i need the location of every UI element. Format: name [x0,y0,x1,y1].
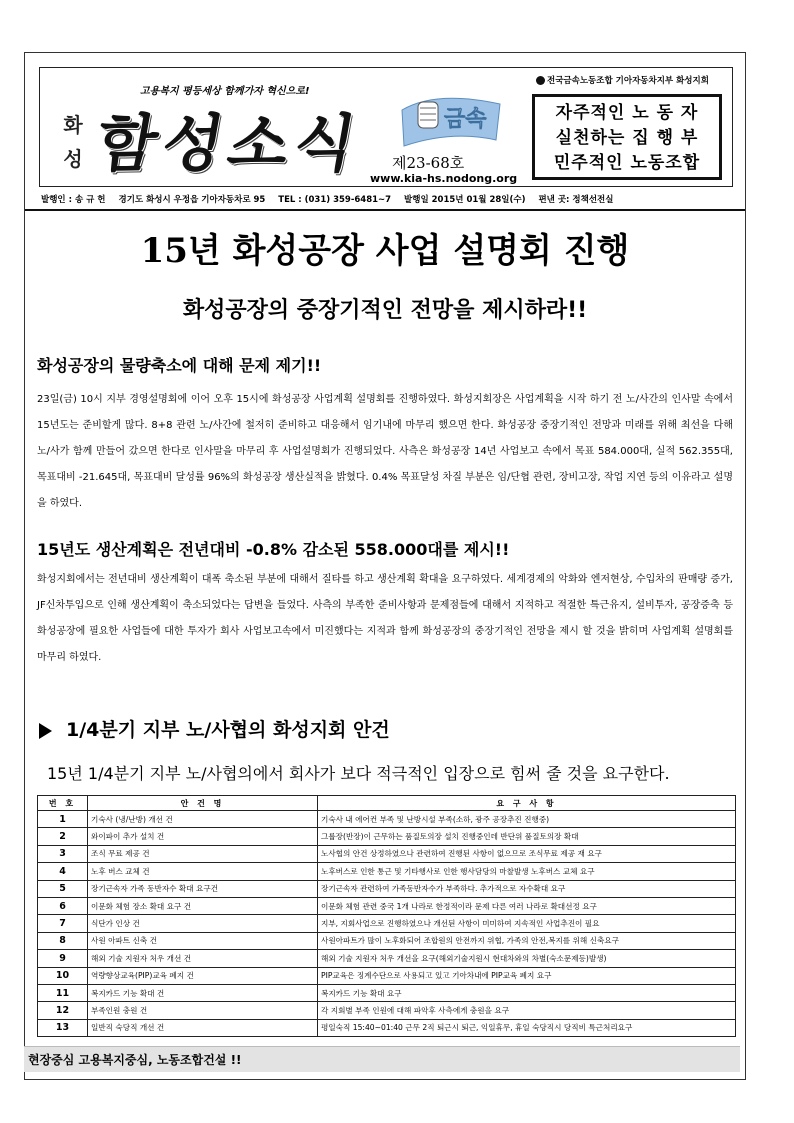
row-item: 이문화 체험 장소 확대 요구 건 [88,897,318,914]
editor: 편낸 곳: 정책선전실 [538,195,614,205]
publish-date: 발행일 2015년 01월 28일(수) [404,195,526,205]
row-number: 3 [38,845,88,862]
section-body-volume: 23일(금) 10시 지부 경영설명회에 이어 오후 15시에 화성공장 사업계획 설명회를 진행하였다. 화성지회장은 사업계획을 시작 하기 전 노/사간의 인사말 속에서 15년도는 준비할게 많다. 8+8 관련 노/사간에 철저히 준비하고 대응해서 임기내에 마무리 했으면 한다. 화성공장 중장기적인 전망과 미래를 위해 최선을 다해 노/사가 함께 만들어 갔으면 한다로 인사말을 마무리 후 사업설명회가 진행되었다. 사측은 화성공장 14년 사업보고 속에서 목표 584.000대, 실적 562.355대, 목표대비 -21.645대, 목표대비 달성률 96%의 화성공장 생산실적을 밝혔다. 0.4% 목표달성 차질 부분은 임/단협 관련, 장비고장, 작업 지연 등의 이유라고 설명을 하였다. [37,394,733,509]
header-no: 번 호 [38,796,88,811]
union-fist-emblem-icon [396,88,506,148]
table-row [38,950,736,967]
row-number: 11 [38,984,88,1001]
emblem-text: 금속 [444,107,487,132]
table-row [38,863,736,880]
side-name-char: 성 [63,147,83,171]
section-title-plan: 15년도 생산계획은 전년대비 -0.8% 감소된 558.000대를 제시!! [37,540,510,559]
row-number: 1 [38,811,88,828]
agenda-lead: 15년 1/4분기 지부 노/사협의에서 회사가 보다 적극적인 입장으로 힘써 줄 것을 요구한다. [47,764,670,783]
table-header-row [38,796,736,811]
row-request: 복지카드 기능 확대 요구 [318,984,736,1001]
row-item: 부족인원 충원 건 [88,1002,318,1019]
triangle-bullet-icon [39,723,52,739]
row-request: PIP교육은 징계수단으로 사용되고 있고 기아차내에 PIP교육 폐지 요구 [318,967,736,984]
row-request: 이문화 체험 관련 중국 1개 나라로 한정적이라 문제 다른 여러 나라로 확대선정 요구 [318,897,736,914]
row-request: 지부, 지회사업으로 진행하였으나 개선된 사항이 미미하여 지속적인 사업추진이 필요 [318,915,736,932]
row-request: 그룹장(반장)이 근무하는 품질토의장 설치 진행중인데 반단위 품질토의장 확대 [318,828,736,845]
newsletter-title: 함성소식 [90,107,368,180]
side-name [58,108,88,176]
table-row [38,828,736,845]
slogan: 고용복지 평등세상 함께가자 혁신으로! [140,86,310,97]
newsletter-page [24,52,746,1080]
section-body-plan: 화성지회에서는 전년대비 생산계획이 대폭 축소된 부분에 대해서 질타를 하고 생산계획 확대을 요구하였다. 세계경제의 악화와 엔저현상, 수입차의 판매량 증가, JF신차투입으로 인해 생산계획이 축소되었다는 답변을 들었다. 사측의 부족한 준비사항과 문제점들에 대해서 지적하고 적절한 특근유지, 설비투자, 공장증축 등 화성공장에 필요한 사업들에 대한 투자가 회사 사업보고속에서 미진했다는 지적과 함께 화성공장의 중장기적인 전망을 제시 할 것을 밝히며 사업계획 설명회를 마무리 하였다. [37,574,733,663]
row-number: 2 [38,828,88,845]
row-item: 일반직 숙당직 개선 건 [88,1019,318,1036]
motto-line: 실천하는 집 행 부 [555,128,699,148]
section-title-volume: 화성공장의 물량축소에 대해 문제 제기!! [37,356,322,375]
table-row [38,1002,736,1019]
address: 경기도 화성시 우정읍 기아자동차로 95 [118,195,266,205]
row-number: 4 [38,863,88,880]
row-item: 해외 기술 지원자 처우 개선 건 [88,950,318,967]
header-rule [25,209,745,211]
table-row [38,811,736,828]
row-number: 13 [38,1019,88,1036]
union-name-text: 전국금속노동조합 기아자동차지부 화성지회 [547,76,709,86]
subheadline: 화성공장의 중장기적인 전망을 제시하라!! [182,298,588,323]
motto-box [532,94,722,180]
table-row [38,984,736,1001]
union-logo-icon [536,76,545,85]
row-item: 노후 버스 교체 건 [88,863,318,880]
info-bar [41,193,731,205]
masthead [39,67,733,187]
row-item: 와이파이 추가 설치 건 [88,828,318,845]
table-row [38,1019,736,1036]
row-request: 기숙사 내 에어컨 부족 및 난방시설 부족(소하, 광주 공장추진 진행중) [318,811,736,828]
agenda-title-text: 1/4분기 지부 노/사협의 화성지회 안건 [66,719,390,741]
header-request: 요 구 사 항 [318,796,736,811]
agenda-title [39,715,390,742]
agenda-table [37,795,736,1037]
agenda-table-body [38,811,736,1037]
row-request: 노후버스로 인한 통근 및 기타행사로 인한 행사담당의 마찰발생 노후버스 교체 요구 [318,863,736,880]
row-number: 9 [38,950,88,967]
table-row [38,845,736,862]
row-number: 10 [38,967,88,984]
row-item: 사원 아파트 신축 건 [88,932,318,949]
row-request: 평일숙직 15:40~01:40 근무 2직 퇴근시 퇴근, 익일휴무, 휴일 숙당직시 당직비 특근처리요구 [318,1019,736,1036]
union-name [536,74,709,86]
motto-line: 자주적인 노 동 자 [555,103,699,123]
row-item: 복지카드 기능 확대 건 [88,984,318,1001]
row-number: 6 [38,897,88,914]
row-request: 각 지회별 부족 인원에 대해 파악후 사측에게 충원을 요구 [318,1002,736,1019]
site-url[interactable]: www.kia-hs.nodong.org [370,172,518,185]
publisher: 발행인 : 송 규 헌 [41,195,106,205]
headline: 15년 화성공장 사업 설명회 진행 [140,231,630,271]
table-row [38,967,736,984]
table-row [38,932,736,949]
header-item: 안 건 명 [88,796,318,811]
row-number: 8 [38,932,88,949]
footer-slogan: 현장중심 고용복지중심, 노동조합건설 !! [24,1046,740,1072]
side-name-char: 화 [63,113,83,137]
telephone: TEL : (031) 359-6481~7 [278,195,392,205]
row-request: 장기근속자 관련하여 가족동반자수가 부족하다. 추가적으로 자수확대 요구 [318,880,736,897]
issue-number: 제23-68호 [392,154,465,172]
row-item: 장기근속자 가족 동반자수 확대 요구건 [88,880,318,897]
row-request: 노사협의 안건 상정하였으나 관련하여 진행된 사항이 없으므로 조식무료 제공 재 요구 [318,845,736,862]
row-item: 조식 무료 제공 건 [88,845,318,862]
row-request: 사원아파트가 많이 노후화되어 조합원의 안전까지 위협, 가족의 안전,복지를 위해 신축요구 [318,932,736,949]
row-number: 12 [38,1002,88,1019]
table-row [38,915,736,932]
table-row [38,897,736,914]
row-number: 5 [38,880,88,897]
row-item: 식단가 인상 건 [88,915,318,932]
row-item: 역량향상교육(PIP)교육 폐지 건 [88,967,318,984]
row-item: 기숙사 (냉/난방) 개선 건 [88,811,318,828]
motto-line: 민주적인 노동조합 [553,153,701,173]
row-request: 해외 기술 지원자 처우 개선을 요구(해외기술지원시 현대차와의 차별(숙소문제등)발생) [318,950,736,967]
row-number: 7 [38,915,88,932]
table-row [38,880,736,897]
